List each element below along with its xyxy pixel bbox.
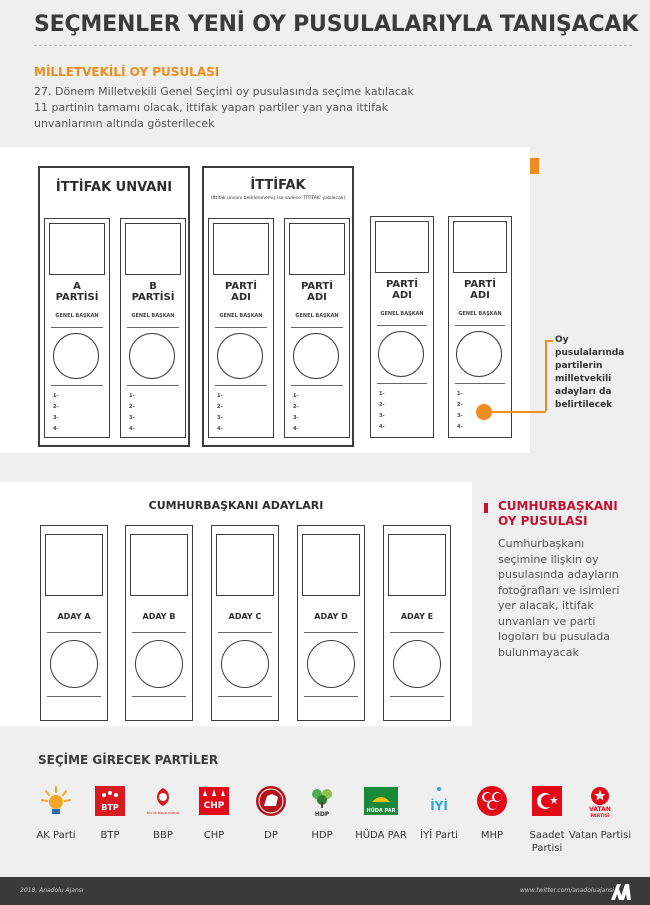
divider-line: [51, 327, 103, 328]
leader-label: GENEL BAŞKAN: [55, 313, 99, 319]
party-logo-placeholder: [49, 223, 105, 275]
milletvekili-description: 27. Dönem Milletvekili Genel Seçimi oy pusulasında seçime katılacak 11 partinin tamamı olacak, ittifak yapan partiler yan yana ittifak unvanlarının altında gösterilecek: [34, 85, 414, 130]
candidate-numbers: 1- 2- 3- 4-: [217, 393, 223, 432]
party-name: BBP: [153, 830, 173, 841]
divider-line: [218, 632, 272, 633]
leader-label: GENEL BAŞKAN: [458, 311, 502, 317]
annotation-connector: [488, 411, 546, 413]
candidate-photo-placeholder: [388, 534, 446, 596]
party-name: HÜDA PAR: [355, 830, 407, 841]
btp-logo-icon: [93, 784, 127, 818]
party-name: PARTİ ADI: [225, 281, 257, 303]
party-name: PARTİ ADI: [301, 281, 333, 303]
mhp-logo-icon: [475, 784, 509, 818]
cumhurbaskani-heading: CUMHURBAŞKANI OY PUSULASI: [498, 499, 618, 528]
title-divider: [34, 45, 632, 46]
party-column: [370, 216, 434, 438]
svg-text:HDP: HDP: [314, 811, 330, 818]
leader-label: GENEL BAŞKAN: [295, 313, 339, 319]
divider-line: [455, 325, 505, 326]
vote-circle: [50, 640, 98, 688]
party-column: [44, 218, 110, 438]
party-name: HDP: [311, 830, 333, 841]
party-column: [208, 218, 274, 438]
divider-line: [127, 385, 179, 386]
candidate-numbers: 1- 2- 3- 4-: [379, 391, 385, 430]
party-name: BTP: [100, 830, 120, 841]
candidate-name: ADAY C: [228, 612, 262, 621]
candidate-photo-placeholder: [216, 534, 274, 596]
candidate-column: [40, 525, 108, 721]
vote-circle: [53, 333, 99, 379]
party-item-hdp: [290, 784, 354, 842]
party-name: B PARTİSİ: [131, 281, 175, 303]
candidate-photo-placeholder: [302, 534, 360, 596]
alliance-title: İTTİFAK: [250, 178, 306, 193]
candidate-photo-placeholder: [130, 534, 188, 596]
candidate-name: ADAY D: [314, 612, 348, 621]
vote-circle: [456, 331, 502, 377]
party-name: DP: [264, 830, 278, 841]
party-name: Saadet Partisi: [529, 830, 565, 854]
alliance-title: İTTİFAK UNVANI: [55, 180, 173, 195]
candidate-photo-placeholder: [45, 534, 103, 596]
party-item-chp: [182, 784, 246, 842]
party-name: PARTİ ADI: [464, 279, 496, 301]
parties-heading: SEÇİME GİRECEK PARTİLER: [38, 753, 219, 767]
leader-label: GENEL BAŞKAN: [219, 313, 263, 319]
footer-link[interactable]: www.twitter.com/anadoluajansi: [520, 887, 614, 894]
divider-line: [215, 385, 267, 386]
divider-line: [47, 632, 101, 633]
svg-text:İYİ: İYİ: [430, 799, 448, 813]
ak-parti-logo-icon: [39, 784, 73, 818]
party-column: [284, 218, 350, 438]
orange-accent-bar: [530, 158, 539, 174]
vote-circle: [217, 333, 263, 379]
annotation-dot: [476, 404, 492, 420]
party-name: A PARTİSİ: [55, 281, 99, 303]
svg-text:PARTİSİ: PARTİSİ: [590, 814, 610, 818]
divider-line: [390, 632, 444, 633]
vote-circle: [221, 640, 269, 688]
candidate-name: ADAY B: [142, 612, 176, 621]
party-logo-placeholder: [289, 223, 345, 275]
leader-label: GENEL BAŞKAN: [380, 311, 424, 317]
anadolu-ajansi-logo-icon: [610, 881, 632, 901]
vote-circle: [129, 333, 175, 379]
candidate-name: ADAY E: [400, 612, 434, 621]
svg-text:BÜYÜK BİRLİK PARTİSİ: BÜYÜK BİRLİK PARTİSİ: [146, 811, 180, 815]
party-column: [120, 218, 186, 438]
divider-line: [132, 696, 186, 697]
divider-line: [218, 696, 272, 697]
party-name: AK Parti: [36, 830, 76, 841]
party-logo-placeholder: [453, 221, 507, 273]
party-logo-placeholder: [125, 223, 181, 275]
candidate-column: [383, 525, 451, 721]
cumhurbaskani-ballot: [0, 482, 472, 726]
huda-par-logo-icon: [360, 784, 402, 818]
candidate-column: [211, 525, 279, 721]
red-accent-bar: [484, 503, 488, 513]
vote-circle: [293, 333, 339, 379]
vatan-logo-icon: [583, 784, 617, 818]
alliance-subtitle: (İttifak unvanı belirlenmemiş ise sadece 'İTTİFAK' yazılacak): [210, 196, 346, 201]
party-logo-placeholder: [213, 223, 269, 275]
candidate-numbers: 1- 2- 3- 4-: [53, 393, 59, 432]
divider-line: [51, 385, 103, 386]
cumhurbaskani-description: Cumhurbaşkanı seçimine ilişkin oy pusulasında adayların fotoğrafları ve isimleri yer alacak, ittifak unvanları ve parti logoları bu pusulada bulunmayacak: [498, 537, 620, 659]
iyi-parti-logo-icon: [422, 784, 456, 818]
divider-line: [127, 327, 179, 328]
candidate-column: [125, 525, 193, 721]
divider-line: [390, 696, 444, 697]
divider-line: [377, 383, 427, 384]
vote-circle: [378, 331, 424, 377]
alliance-box-1: [38, 166, 190, 447]
svg-text:BTP: BTP: [101, 803, 119, 812]
party-name: PARTİ ADI: [386, 279, 418, 301]
leader-label: GENEL BAŞKAN: [131, 313, 175, 319]
party-name: Vatan Partisi: [568, 830, 632, 841]
footer-credit: 2018, Anadolu Ajansı: [20, 887, 84, 894]
divider-line: [304, 632, 358, 633]
divider-line: [215, 327, 267, 328]
saadet-logo-icon: [530, 784, 564, 818]
candidate-name: ADAY A: [57, 612, 91, 621]
chp-logo-icon: [197, 784, 231, 818]
svg-text:CHP: CHP: [203, 801, 225, 811]
svg-text:HÜDA PAR: HÜDA PAR: [366, 808, 396, 814]
page-title: SEÇMENLER YENİ OY PUSULALARIYLA TANIŞACAK: [34, 12, 639, 37]
milletvekili-heading: MİLLETVEKİLİ OY PUSULASI: [34, 65, 220, 79]
hdp-logo-icon: [305, 784, 339, 818]
vote-circle: [135, 640, 183, 688]
vote-circle: [307, 640, 355, 688]
annotation-leader-line: [545, 340, 547, 411]
milletvekili-note: Oy pusulalarında partilerin milletvekili adayları da belirtilecek: [555, 335, 625, 410]
candidate-numbers: 1- 2- 3- 4-: [129, 393, 135, 432]
dp-logo-icon: [254, 784, 288, 818]
party-logo-placeholder: [375, 221, 429, 273]
divider-line: [455, 383, 505, 384]
party-name: MHP: [480, 830, 504, 841]
svg-text:VATAN: VATAN: [589, 806, 611, 813]
party-name: İYİ Parti: [420, 830, 458, 841]
annotation-leader-tick: [545, 340, 553, 342]
party-item-vatan: [568, 784, 632, 842]
candidate-numbers: 1- 2- 3- 4-: [457, 391, 463, 430]
candidate-numbers: 1- 2- 3- 4-: [293, 393, 299, 432]
cumhurbaskani-ballot-title: CUMHURBAŞKANI ADAYLARI: [148, 499, 324, 512]
milletvekili-ballot: [0, 147, 530, 453]
alliance-box-2: [202, 166, 354, 447]
divider-line: [291, 385, 343, 386]
candidate-column: [297, 525, 365, 721]
divider-line: [304, 696, 358, 697]
bbp-logo-icon: [146, 784, 180, 818]
vote-circle: [393, 640, 441, 688]
footer: [0, 877, 650, 905]
divider-line: [47, 696, 101, 697]
divider-line: [132, 632, 186, 633]
divider-line: [377, 325, 427, 326]
party-name: CHP: [203, 830, 225, 841]
party-item-huda-par: [349, 784, 413, 842]
divider-line: [291, 327, 343, 328]
